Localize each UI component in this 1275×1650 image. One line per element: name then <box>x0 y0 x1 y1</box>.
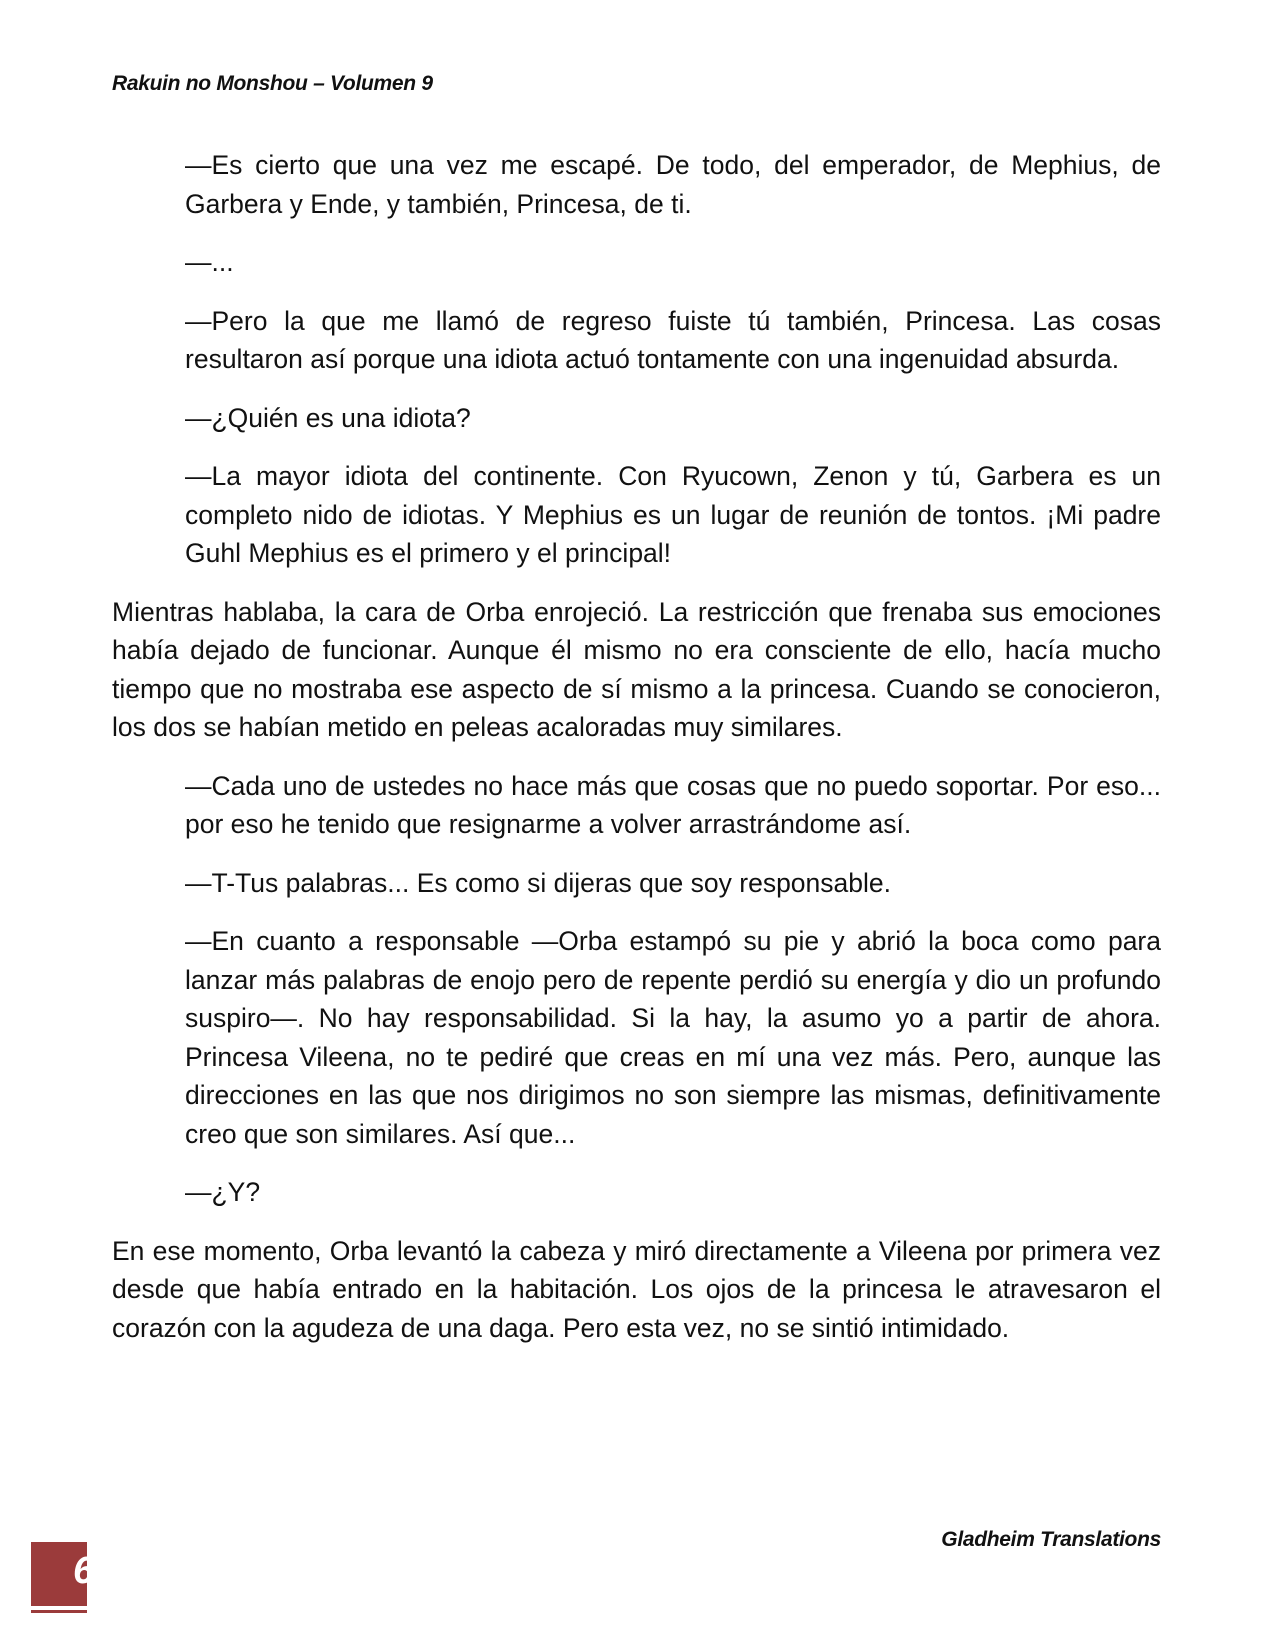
page-number-underline <box>31 1610 87 1613</box>
narration-paragraph: En ese momento, Orba levantó la cabeza y miró directamente a Vileena por primera vez desde que había entrado en la habitación. Los ojos de la princesa le atravesaron el corazón con la agudeza de una daga. Pero esta vez, no se sintió intimidado. <box>112 1235 1161 1343</box>
dialogue-paragraph: —En cuanto a responsable —Orba estampó su pie y abrió la boca como para lanzar más palabras de enojo pero de repente perdió su energía y dio un profundo suspiro—. No hay responsabilidad. Si la hay, la asumo yo a partir de ahora. Princesa Vileena, no te pediré que creas en mí una vez más. Pero, aunque las direcciones en las que nos dirigimos no son siempre las mismas, definitivamente creo que son similares. Así que... <box>185 926 1161 1149</box>
dialogue-paragraph: —T-Tus palabras... Es como si dijeras que soy responsable. <box>185 867 892 898</box>
dialogue-paragraph: —Es cierto que una vez me escapé. De todo, del emperador, de Mephius, de Garbera y Ende, y también, Princesa, de ti. <box>185 150 1161 219</box>
dialogue-paragraph: —Pero la que me llamó de regreso fuiste tú también, Princesa. Las cosas resultaron así porque una idiota actuó tontamente con una ingenuidad absurda. <box>185 305 1161 374</box>
translator-credit: Gladheim Translations <box>941 1528 1161 1551</box>
dialogue-paragraph: —¿Y? <box>185 1177 261 1207</box>
dialogue-paragraph: —¿Quién es una idiota? <box>185 402 471 433</box>
page-number: 6 <box>73 1550 95 1592</box>
running-header: Rakuin no Monshou – Volumen 9 <box>112 72 433 95</box>
page-number-badge <box>31 1542 95 1606</box>
narration-paragraph: Mientras hablaba, la cara de Orba enrojeció. La restricción que frenaba sus emociones había dejado de funcionar. Aunque él mismo no era consciente de ello, hacía mucho tiempo que no mostraba ese aspecto de sí mismo a la princesa. Cuando se conocieron, los dos se habían metido en peleas acaloradas muy similares. <box>112 596 1161 742</box>
dialogue-paragraph: —Cada uno de ustedes no hace más que cosas que no puedo soportar. Por eso... por eso he tenido que resignarme a volver arrastrándome así. <box>185 770 1161 839</box>
document-body <box>112 146 1161 1367</box>
dialogue-paragraph: —La mayor idiota del continente. Con Ryucown, Zenon y tú, Garbera es un completo nido de idiotas. Y Mephius es un lugar de reunión de tontos. ¡Mi padre Guhl Mephius es el primero y el principal! <box>185 461 1161 568</box>
dialogue-paragraph: —... <box>185 247 234 277</box>
